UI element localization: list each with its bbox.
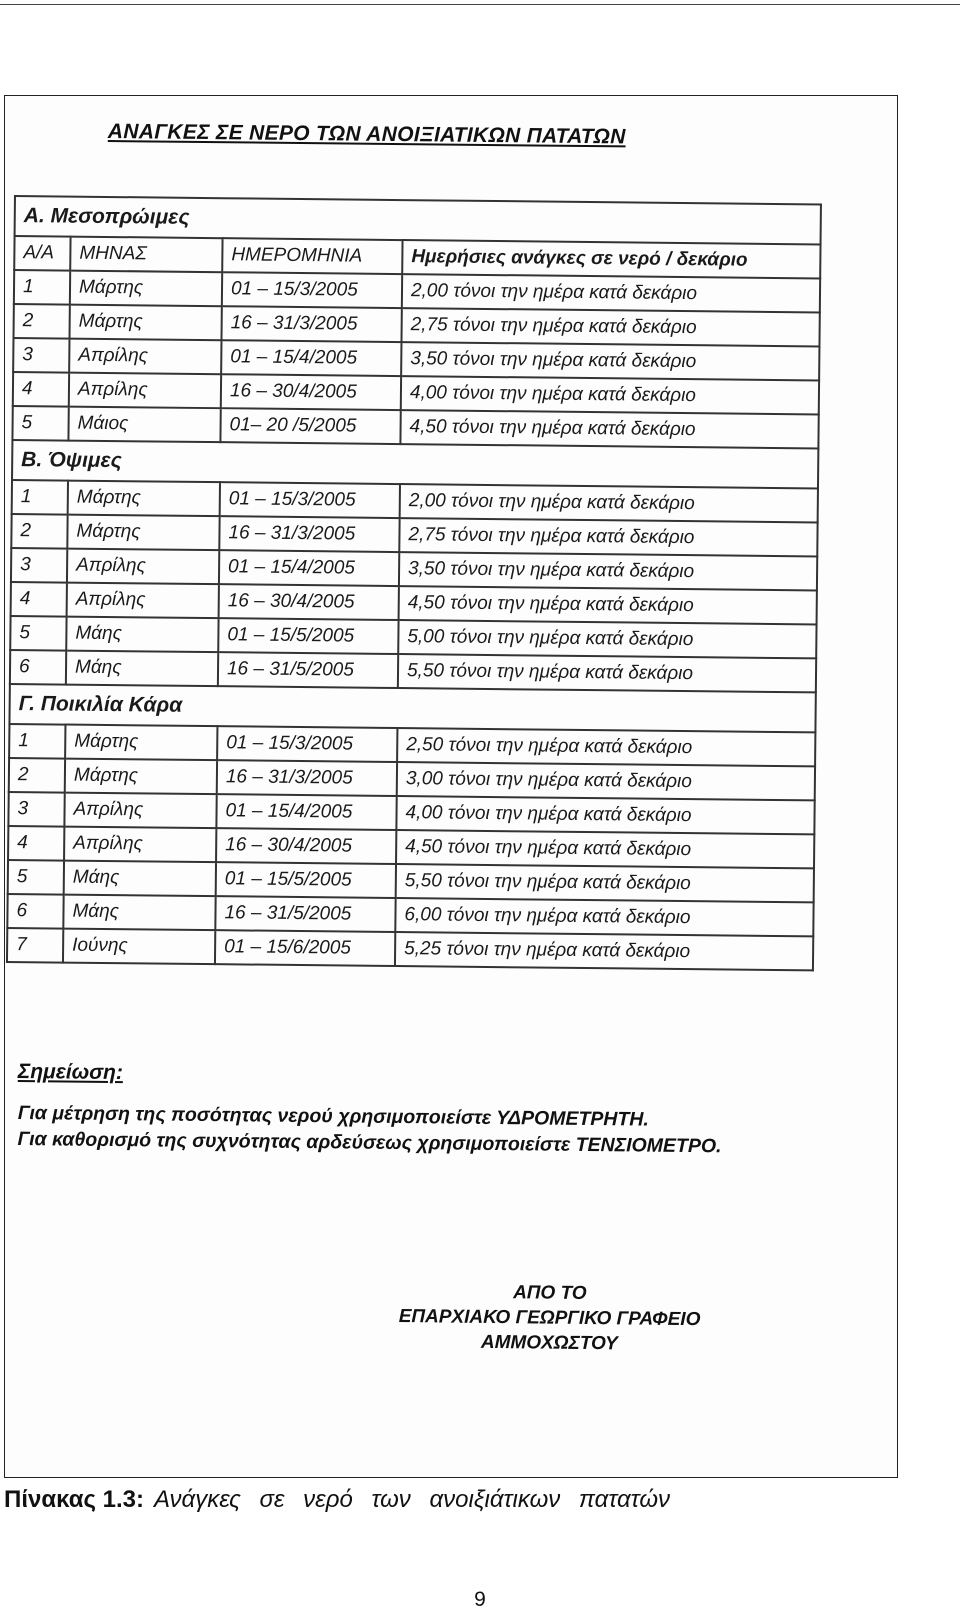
table-cell: 4,00 τόνοι την ημέρα κατά δεκάριο xyxy=(401,376,819,414)
water-needs-table xyxy=(6,195,822,971)
table-cell: 16 – 31/3/2005 xyxy=(217,760,397,796)
table-cell: 2,00 τόνοι την ημέρα κατά δεκάριο xyxy=(402,274,820,312)
table-cell: Μάρτης xyxy=(67,515,219,551)
table-cell: 16 – 30/4/2005 xyxy=(221,374,401,410)
table-cell: 4 xyxy=(11,582,67,617)
table-cell: Μάρτης xyxy=(69,305,221,341)
section-heading: Γ. Ποικιλία Κάρα xyxy=(9,684,815,732)
table-cell: 2,50 τόνοι την ημέρα κατά δεκάριο xyxy=(397,728,815,766)
table-cell: 5 xyxy=(10,616,66,651)
issuer-block xyxy=(299,1278,800,1358)
table-cell: 2,75 τόνοι την ημέρα κατά δεκάριο xyxy=(401,308,819,346)
table-cell: 5,50 τόνοι την ημέρα κατά δεκάριο xyxy=(396,864,814,902)
table-cell: 2 xyxy=(14,304,70,339)
table-caption xyxy=(4,1486,670,1514)
page-number: 9 xyxy=(474,1588,486,1611)
table-cell: 2,00 τόνοι την ημέρα κατά δεκάριο xyxy=(400,484,818,522)
table-cell: 01 – 15/4/2005 xyxy=(221,340,401,376)
table-cell: 6 xyxy=(7,894,63,929)
table-cell: 6,00 τόνοι την ημέρα κατά δεκάριο xyxy=(395,898,813,936)
table-cell: 16 – 30/4/2005 xyxy=(216,828,396,864)
table-cell: 2 xyxy=(9,758,65,793)
table-cell: 4 xyxy=(8,826,64,861)
table-cell: 4,50 τόνοι την ημέρα κατά δεκάριο xyxy=(396,830,814,868)
table-cell: 01 – 15/4/2005 xyxy=(216,794,396,830)
table-cell: 2,75 τόνοι την ημέρα κατά δεκάριο xyxy=(399,518,817,556)
table-cell: Μάης xyxy=(66,617,218,653)
section-heading: Β. Όψιμες xyxy=(12,440,818,488)
table-cell: 1 xyxy=(9,724,65,759)
table-cell: Μάης xyxy=(63,895,215,931)
table-cell: 4,00 τόνοι την ημέρα κατά δεκάριο xyxy=(396,796,814,834)
table-cell: 01 – 15/6/2005 xyxy=(215,930,395,966)
top-rule xyxy=(0,4,960,5)
table-cell: 01– 20 /5/2005 xyxy=(220,408,400,444)
table-cell: Μάρτης xyxy=(68,481,220,517)
caption-text: Ανάγκες σε νερό των ανοιξιάτικων πατατών xyxy=(153,1486,671,1513)
table-cell: 1 xyxy=(14,270,70,305)
table-cell: Απρίλης xyxy=(67,549,219,585)
table-cell: 16 – 31/5/2005 xyxy=(215,896,395,932)
table-cell: 3,50 τόνοι την ημέρα κατά δεκάριο xyxy=(401,342,819,380)
table-cell: 01 – 15/5/2005 xyxy=(216,862,396,898)
table-cell: 4,50 τόνοι την ημέρα κατά δεκάριο xyxy=(399,586,817,624)
water-needs-table-wrapper xyxy=(6,195,820,971)
table-cell: 5 xyxy=(8,860,64,895)
table-cell: 3,50 τόνοι την ημέρα κατά δεκάριο xyxy=(399,552,817,590)
table-cell: Απρίλης xyxy=(64,793,216,829)
column-header: Α/Α xyxy=(14,236,70,271)
table-cell: 7 xyxy=(7,928,63,963)
table-cell: 16 – 31/5/2005 xyxy=(218,652,398,688)
table-cell: Μάιος xyxy=(68,407,220,443)
column-header: Ημερήσιες ανάγκες σε νερό / δεκάριο xyxy=(402,240,820,278)
note-line-2: Για καθορισμό της συχνότητας αρδεύσεως χρησιμοποιείστε ΤΕΝΣΙΟΜΕΤΡΟ. xyxy=(17,1127,722,1158)
table-cell: Απρίλης xyxy=(69,373,221,409)
table-cell: 5 xyxy=(12,406,68,441)
table-cell: Μάρτης xyxy=(70,271,222,307)
table-cell: Μάρτης xyxy=(65,759,217,795)
table-cell: 3 xyxy=(13,338,69,373)
section-heading: Α. Μεσοπρώιμες xyxy=(15,196,821,244)
table-cell: Απρίλης xyxy=(67,583,219,619)
table-cell: 6 xyxy=(10,650,66,685)
note-title: Σημείωση: xyxy=(17,1060,124,1085)
table-cell: 01 – 15/3/2005 xyxy=(217,726,397,762)
table-cell: Μάης xyxy=(66,651,218,687)
table-cell: 2 xyxy=(11,514,67,549)
column-header: ΗΜΕΡΟΜΗΝΙΑ xyxy=(222,238,402,274)
table-cell: 16 – 31/3/2005 xyxy=(219,516,399,552)
issuer-line-1: ΑΠΟ ΤΟ xyxy=(513,1282,587,1305)
note-line-1: Για μέτρηση της ποσότητας νερού χρησιμοποιείστε ΥΔΡΟΜΕΤΡΗΤΗ. xyxy=(17,1101,649,1131)
table-cell: 1 xyxy=(12,480,68,515)
table-cell: 5,50 τόνοι την ημέρα κατά δεκάριο xyxy=(398,654,816,692)
table-cell: 01 – 15/3/2005 xyxy=(220,482,400,518)
table-cell: 4 xyxy=(13,372,69,407)
table-cell: Μάης xyxy=(64,861,216,897)
document-title: ΑΝΑΓΚΕΣ ΣΕ ΝΕΡΟ ΤΩΝ ΑΝΟΙΞΙΑΤΙΚΩΝ ΠΑΤΑΤΩΝ xyxy=(107,120,626,149)
column-header: ΜΗΝΑΣ xyxy=(70,237,222,273)
caption-label: Πίνακας 1.3: xyxy=(4,1486,144,1513)
note-text xyxy=(17,1100,818,1160)
table-cell: 01 – 15/5/2005 xyxy=(218,618,398,654)
table-cell: Ιούνης xyxy=(63,929,215,965)
table-cell: 5,00 τόνοι την ημέρα κατά δεκάριο xyxy=(398,620,816,658)
table-cell: 3 xyxy=(8,792,64,827)
table-cell: 16 – 31/3/2005 xyxy=(221,306,401,342)
table-cell: Μάρτης xyxy=(65,725,217,761)
issuer-line-3: ΑΜΜΟΧΩΣΤΟΥ xyxy=(480,1331,618,1355)
table-cell: 4,50 τόνοι την ημέρα κατά δεκάριο xyxy=(400,410,818,448)
table-cell: 5,25 τόνοι την ημέρα κατά δεκάριο xyxy=(395,932,813,970)
table-cell: Απρίλης xyxy=(69,339,221,375)
table-cell: Απρίλης xyxy=(64,827,216,863)
issuer-line-2: ΕΠΑΡΧΙΑΚΟ ΓΕΩΡΓΙΚΟ ΓΡΑΦΕΙΟ xyxy=(398,1306,701,1331)
table-cell: 16 – 30/4/2005 xyxy=(219,584,399,620)
table-cell: 3 xyxy=(11,548,67,583)
table-row xyxy=(7,928,813,970)
table-cell: 01 – 15/3/2005 xyxy=(222,272,402,308)
table-cell: 3,00 τόνοι την ημέρα κατά δεκάριο xyxy=(397,762,815,800)
table-cell: 01 – 15/4/2005 xyxy=(219,550,399,586)
